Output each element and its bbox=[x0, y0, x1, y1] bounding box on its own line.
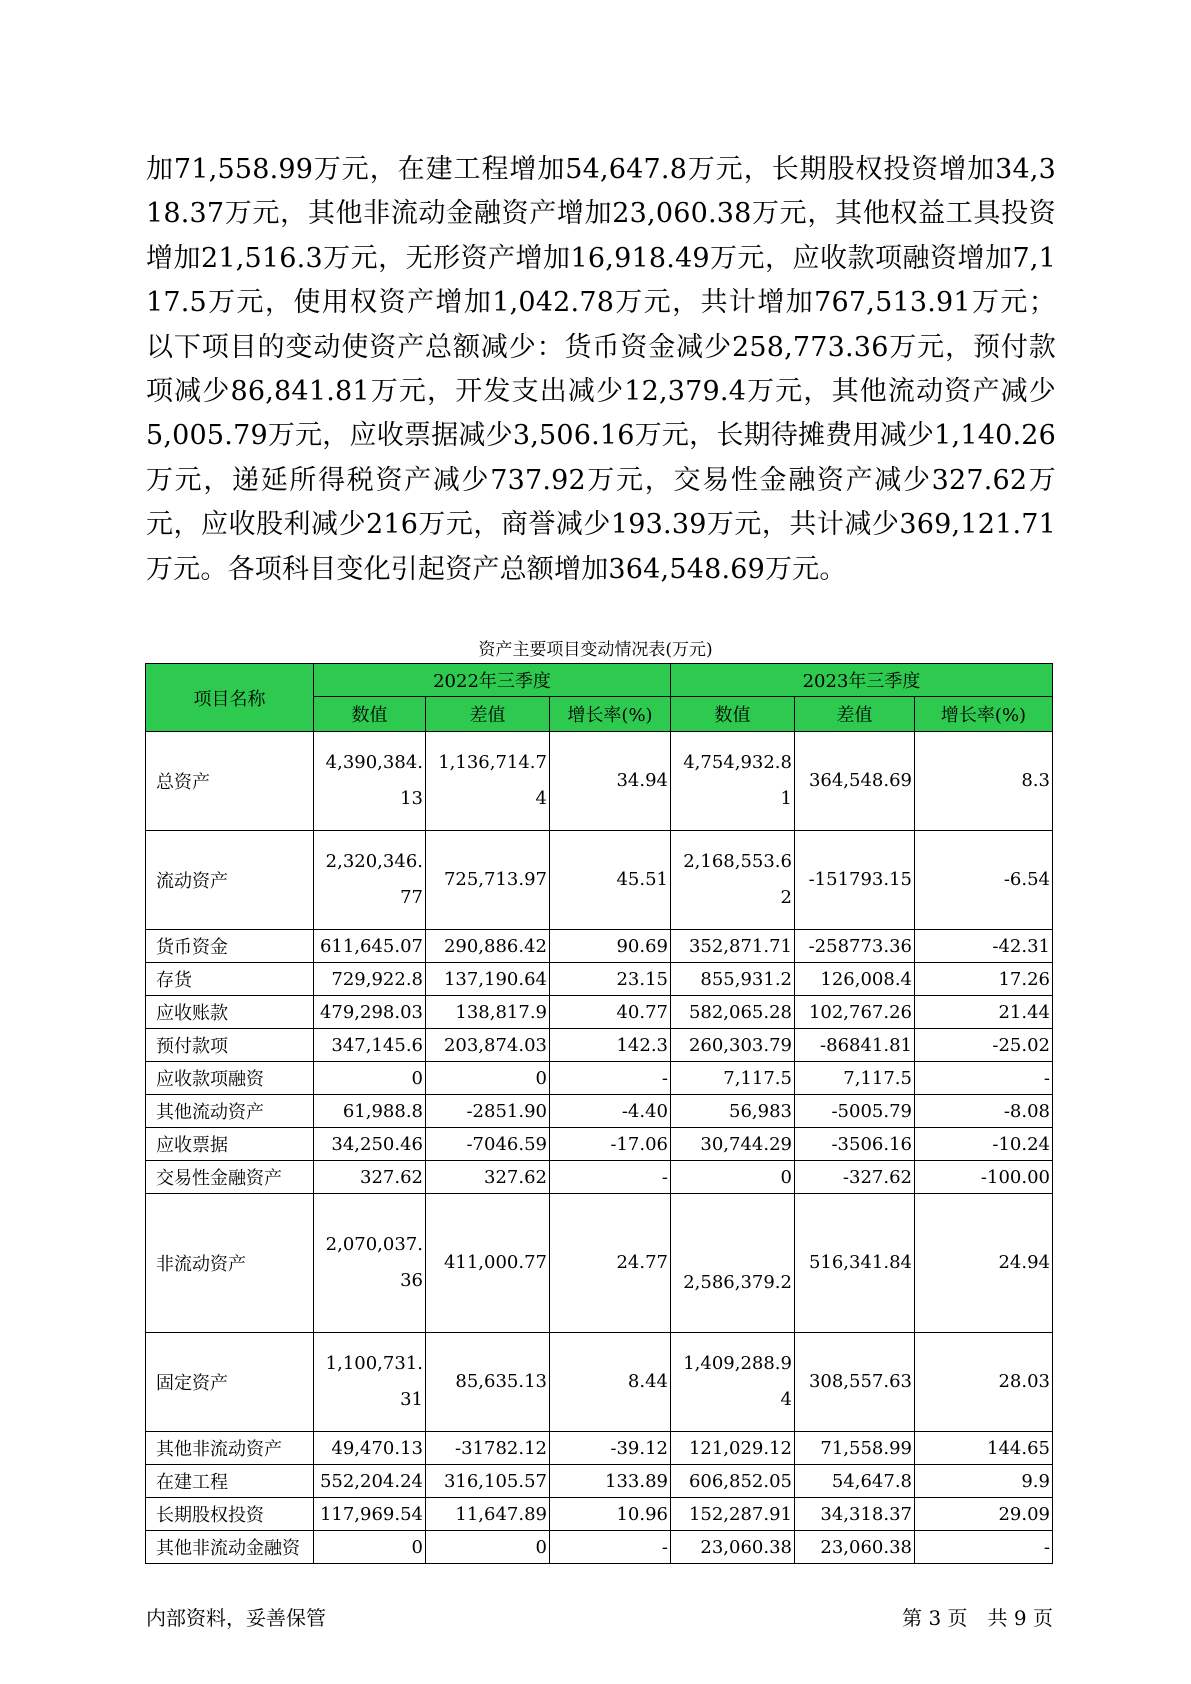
rate-2023-cell: - bbox=[915, 1062, 1053, 1095]
value-2023-cell: 1,409,288.94 bbox=[671, 1333, 795, 1432]
table-row bbox=[146, 831, 1053, 930]
rate-2023-cell: -100.00 bbox=[915, 1161, 1053, 1194]
diff-2023-cell: 308,557.63 bbox=[795, 1333, 915, 1432]
rate-2022-cell: -4.40 bbox=[550, 1095, 671, 1128]
table-row bbox=[146, 1432, 1053, 1465]
diff-2023-cell: -151793.15 bbox=[795, 831, 915, 930]
value-2023-cell: 7,117.5 bbox=[671, 1062, 795, 1095]
diff-2023-cell: 54,647.8 bbox=[795, 1465, 915, 1498]
table-row bbox=[146, 1333, 1053, 1432]
diff-2022-cell: 203,874.03 bbox=[426, 1029, 550, 1062]
item-name-cell: 交易性金融资产 bbox=[146, 1161, 314, 1194]
rate-2023-cell: -10.24 bbox=[915, 1128, 1053, 1161]
header-value-2023: 数值 bbox=[671, 697, 795, 732]
rate-2022-cell: 23.15 bbox=[550, 963, 671, 996]
diff-2022-cell: 411,000.77 bbox=[426, 1194, 550, 1333]
diff-2023-cell: 23,060.38 bbox=[795, 1531, 915, 1564]
item-name-cell: 其他非流动资产 bbox=[146, 1432, 314, 1465]
rate-2023-cell: 28.03 bbox=[915, 1333, 1053, 1432]
rate-2023-cell: -42.31 bbox=[915, 930, 1053, 963]
diff-2022-cell: 316,105.57 bbox=[426, 1465, 550, 1498]
rate-2023-cell: -6.54 bbox=[915, 831, 1053, 930]
item-name-cell: 总资产 bbox=[146, 732, 314, 831]
item-name-cell: 其他流动资产 bbox=[146, 1095, 314, 1128]
header-rate-2022: 增长率(%) bbox=[550, 697, 671, 732]
header-item-name: 项目名称 bbox=[146, 664, 314, 732]
rate-2023-cell: 21.44 bbox=[915, 996, 1053, 1029]
table-row bbox=[146, 1095, 1053, 1128]
diff-2023-cell: -5005.79 bbox=[795, 1095, 915, 1128]
diff-2022-cell: 327.62 bbox=[426, 1161, 550, 1194]
item-name-cell: 在建工程 bbox=[146, 1465, 314, 1498]
value-2023-cell: 2,586,379.2 bbox=[671, 1194, 795, 1333]
diff-2023-cell: 34,318.37 bbox=[795, 1498, 915, 1531]
diff-2022-cell: 11,647.89 bbox=[426, 1498, 550, 1531]
table-row bbox=[146, 732, 1053, 831]
body-paragraph: 加71,558.99万元，在建工程增加54,647.8万元，长期股权投资增加34,318.37万元，其他非流动金融资产增加23,060.38万元，其他权益工具投资增加21,516.3万元，无形资产增加16,918.49万元，应收款项融资增加7,117.5万元，使用权资产增加1,042.78万元，共计增加767,513.91万元；以下项目的变动使资产总额减少：货币资金减少258,773.36万元，预付款项减少86,841.81万元，开发支出减少12,379.4万元，其他流动资产减少5,005.79万元，应收票据减少3,506.16万元，长期待摊费用减少1,140.26万元，递延所得税资产减少737.92万元，交易性金融资产减少327.62万元，应收股利减少216万元，商誉减少193.39万元，共计减少369,121.71万元。各项科目变化引起资产总额增加364,548.69万元。 bbox=[146, 154, 1056, 585]
value-2022-cell: 34,250.46 bbox=[314, 1128, 426, 1161]
item-name-cell: 预付款项 bbox=[146, 1029, 314, 1062]
diff-2022-cell: 290,886.42 bbox=[426, 930, 550, 963]
diff-2022-cell: -31782.12 bbox=[426, 1432, 550, 1465]
diff-2022-cell: 1,136,714.74 bbox=[426, 732, 550, 831]
table-caption: 资产主要项目变动情况表(万元) bbox=[478, 640, 713, 660]
diff-2022-cell: 85,635.13 bbox=[426, 1333, 550, 1432]
header-diff-2022: 差值 bbox=[426, 697, 550, 732]
value-2023-cell: 23,060.38 bbox=[671, 1531, 795, 1564]
rate-2022-cell: - bbox=[550, 1161, 671, 1194]
rate-2023-cell: 24.94 bbox=[915, 1194, 1053, 1333]
diff-2023-cell: -86841.81 bbox=[795, 1029, 915, 1062]
value-2022-cell: 327.62 bbox=[314, 1161, 426, 1194]
value-2022-cell: 729,922.8 bbox=[314, 963, 426, 996]
diff-2023-cell: 364,548.69 bbox=[795, 732, 915, 831]
diff-2023-cell: 102,767.26 bbox=[795, 996, 915, 1029]
diff-2022-cell: 0 bbox=[426, 1062, 550, 1095]
value-2022-cell: 4,390,384.13 bbox=[314, 732, 426, 831]
table-row bbox=[146, 996, 1053, 1029]
rate-2022-cell: 90.69 bbox=[550, 930, 671, 963]
rate-2022-cell: 40.77 bbox=[550, 996, 671, 1029]
diff-2023-cell: 516,341.84 bbox=[795, 1194, 915, 1333]
value-2022-cell: 49,470.13 bbox=[314, 1432, 426, 1465]
rate-2023-cell: 144.65 bbox=[915, 1432, 1053, 1465]
table-row bbox=[146, 1531, 1053, 1564]
rate-2022-cell: 8.44 bbox=[550, 1333, 671, 1432]
rate-2022-cell: 34.94 bbox=[550, 732, 671, 831]
diff-2023-cell: 71,558.99 bbox=[795, 1432, 915, 1465]
header-period-2022: 2022年三季度 bbox=[314, 664, 671, 697]
item-name-cell: 应收账款 bbox=[146, 996, 314, 1029]
asset-change-table bbox=[145, 663, 1053, 1564]
rate-2022-cell: 45.51 bbox=[550, 831, 671, 930]
diff-2023-cell: 7,117.5 bbox=[795, 1062, 915, 1095]
diff-2022-cell: 725,713.97 bbox=[426, 831, 550, 930]
value-2023-cell: 260,303.79 bbox=[671, 1029, 795, 1062]
table-row bbox=[146, 963, 1053, 996]
table-row bbox=[146, 1029, 1053, 1062]
item-name-cell: 固定资产 bbox=[146, 1333, 314, 1432]
value-2022-cell: 117,969.54 bbox=[314, 1498, 426, 1531]
footer-page-number: 第 3 页 共 9 页 bbox=[902, 1606, 1053, 1630]
value-2022-cell: 2,320,346.77 bbox=[314, 831, 426, 930]
item-name-cell: 货币资金 bbox=[146, 930, 314, 963]
value-2022-cell: 2,070,037.36 bbox=[314, 1194, 426, 1333]
diff-2022-cell: 0 bbox=[426, 1531, 550, 1564]
value-2022-cell: 61,988.8 bbox=[314, 1095, 426, 1128]
value-2023-cell: 0 bbox=[671, 1161, 795, 1194]
header-diff-2023: 差值 bbox=[795, 697, 915, 732]
item-name-cell: 应收款项融资 bbox=[146, 1062, 314, 1095]
footer-confidential-note: 内部资料，妥善保管 bbox=[146, 1606, 326, 1630]
diff-2023-cell: -258773.36 bbox=[795, 930, 915, 963]
table-row bbox=[146, 1498, 1053, 1531]
header-period-2023: 2023年三季度 bbox=[671, 664, 1053, 697]
value-2023-cell: 2,168,553.62 bbox=[671, 831, 795, 930]
rate-2022-cell: - bbox=[550, 1531, 671, 1564]
value-2022-cell: 1,100,731.31 bbox=[314, 1333, 426, 1432]
value-2023-cell: 606,852.05 bbox=[671, 1465, 795, 1498]
table-row bbox=[146, 930, 1053, 963]
header-value-2022: 数值 bbox=[314, 697, 426, 732]
rate-2023-cell: - bbox=[915, 1531, 1053, 1564]
diff-2022-cell: 137,190.64 bbox=[426, 963, 550, 996]
rate-2022-cell: 142.3 bbox=[550, 1029, 671, 1062]
value-2023-cell: 352,871.71 bbox=[671, 930, 795, 963]
value-2022-cell: 0 bbox=[314, 1531, 426, 1564]
value-2023-cell: 121,029.12 bbox=[671, 1432, 795, 1465]
diff-2022-cell: -7046.59 bbox=[426, 1128, 550, 1161]
value-2022-cell: 479,298.03 bbox=[314, 996, 426, 1029]
diff-2023-cell: -327.62 bbox=[795, 1161, 915, 1194]
value-2022-cell: 0 bbox=[314, 1062, 426, 1095]
item-name-cell: 非流动资产 bbox=[146, 1194, 314, 1333]
value-2023-cell: 152,287.91 bbox=[671, 1498, 795, 1531]
value-2022-cell: 611,645.07 bbox=[314, 930, 426, 963]
diff-2023-cell: 126,008.4 bbox=[795, 963, 915, 996]
value-2023-cell: 56,983 bbox=[671, 1095, 795, 1128]
value-2023-cell: 4,754,932.81 bbox=[671, 732, 795, 831]
table-row bbox=[146, 1194, 1053, 1333]
rate-2022-cell: 24.77 bbox=[550, 1194, 671, 1333]
rate-2023-cell: 8.3 bbox=[915, 732, 1053, 831]
table-row bbox=[146, 1062, 1053, 1095]
rate-2023-cell: 29.09 bbox=[915, 1498, 1053, 1531]
item-name-cell: 长期股权投资 bbox=[146, 1498, 314, 1531]
rate-2023-cell: -25.02 bbox=[915, 1029, 1053, 1062]
rate-2023-cell: -8.08 bbox=[915, 1095, 1053, 1128]
diff-2022-cell: 138,817.9 bbox=[426, 996, 550, 1029]
item-name-cell: 其他非流动金融资 bbox=[146, 1531, 314, 1564]
diff-2022-cell: -2851.90 bbox=[426, 1095, 550, 1128]
value-2022-cell: 552,204.24 bbox=[314, 1465, 426, 1498]
header-rate-2023: 增长率(%) bbox=[915, 697, 1053, 732]
item-name-cell: 流动资产 bbox=[146, 831, 314, 930]
diff-2023-cell: -3506.16 bbox=[795, 1128, 915, 1161]
rate-2023-cell: 9.9 bbox=[915, 1465, 1053, 1498]
value-2023-cell: 30,744.29 bbox=[671, 1128, 795, 1161]
rate-2022-cell: -39.12 bbox=[550, 1432, 671, 1465]
value-2023-cell: 855,931.2 bbox=[671, 963, 795, 996]
value-2022-cell: 347,145.6 bbox=[314, 1029, 426, 1062]
rate-2022-cell: 10.96 bbox=[550, 1498, 671, 1531]
item-name-cell: 存货 bbox=[146, 963, 314, 996]
table-row bbox=[146, 1161, 1053, 1194]
rate-2023-cell: 17.26 bbox=[915, 963, 1053, 996]
table-row bbox=[146, 1128, 1053, 1161]
rate-2022-cell: 133.89 bbox=[550, 1465, 671, 1498]
rate-2022-cell: -17.06 bbox=[550, 1128, 671, 1161]
rate-2022-cell: - bbox=[550, 1062, 671, 1095]
value-2023-cell: 582,065.28 bbox=[671, 996, 795, 1029]
table-row bbox=[146, 1465, 1053, 1498]
item-name-cell: 应收票据 bbox=[146, 1128, 314, 1161]
